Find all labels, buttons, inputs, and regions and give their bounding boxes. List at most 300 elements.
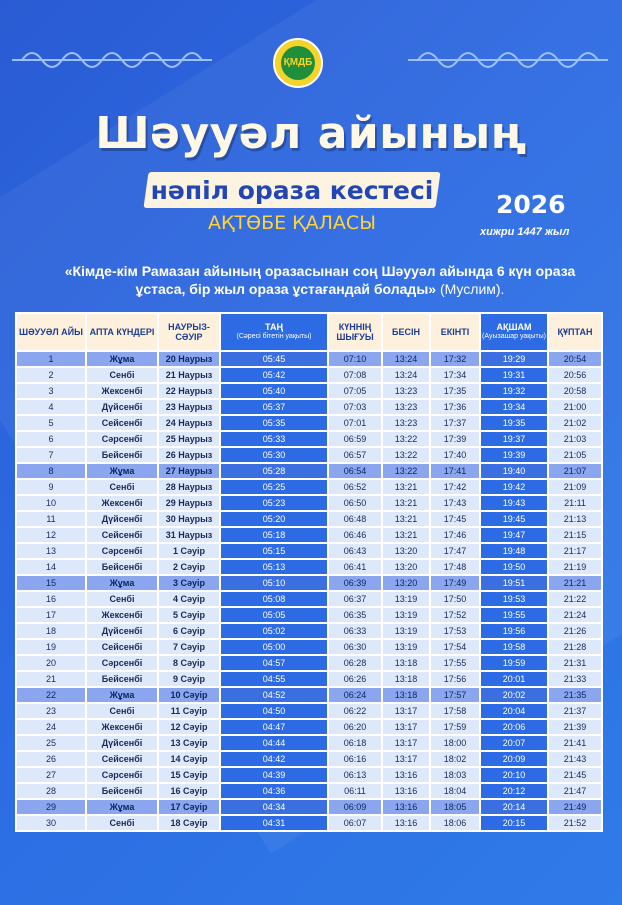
cell-day-number: 1 (17, 352, 85, 366)
cell-fajr: 05:20 (221, 512, 327, 526)
cell-sunrise: 06:43 (329, 544, 381, 558)
cell-sunrise: 07:03 (329, 400, 381, 414)
cell-maghrib: 20:10 (481, 768, 547, 782)
cell-fajr: 05:10 (221, 576, 327, 590)
cell-weekday: Дүйсенбі (87, 736, 157, 750)
cell-asr: 17:54 (431, 640, 479, 654)
cell-maghrib: 20:07 (481, 736, 547, 750)
cell-date: 29 Наурыз (159, 496, 219, 510)
cell-day-number: 28 (17, 784, 85, 798)
cell-date: 5 Сәуір (159, 608, 219, 622)
cell-isha: 21:47 (549, 784, 601, 798)
cell-fajr: 05:00 (221, 640, 327, 654)
cell-date: 10 Сәуір (159, 688, 219, 702)
cell-isha: 21:05 (549, 448, 601, 462)
cell-date: 28 Наурыз (159, 480, 219, 494)
cell-weekday: Бейсенбі (87, 560, 157, 574)
cell-maghrib: 20:14 (481, 800, 547, 814)
cell-dhuhr: 13:22 (383, 448, 429, 462)
col-asr: ЕКІНТІ (431, 314, 479, 350)
cell-weekday: Жұма (87, 352, 157, 366)
cell-date: 11 Сәуір (159, 704, 219, 718)
cell-weekday: Сенбі (87, 368, 157, 382)
cell-date: 23 Наурыз (159, 400, 219, 414)
cell-weekday: Сейсенбі (87, 640, 157, 654)
cell-isha: 21:15 (549, 528, 601, 542)
cell-isha: 21:26 (549, 624, 601, 638)
cell-weekday: Сейсенбі (87, 528, 157, 542)
cell-asr: 17:34 (431, 368, 479, 382)
cell-dhuhr: 13:21 (383, 528, 429, 542)
cell-maghrib: 19:32 (481, 384, 547, 398)
table-row (17, 432, 601, 446)
cell-isha: 21:49 (549, 800, 601, 814)
ornament-left (12, 44, 212, 76)
cell-sunrise: 07:10 (329, 352, 381, 366)
cell-isha: 21:03 (549, 432, 601, 446)
cell-asr: 18:02 (431, 752, 479, 766)
cell-isha: 21:17 (549, 544, 601, 558)
cell-isha: 21:35 (549, 688, 601, 702)
cell-date: 7 Сәуір (159, 640, 219, 654)
table-row (17, 800, 601, 814)
cell-fajr: 04:42 (221, 752, 327, 766)
cell-fajr: 04:36 (221, 784, 327, 798)
cell-day-number: 16 (17, 592, 85, 606)
cell-day-number: 6 (17, 432, 85, 446)
cell-fajr: 05:37 (221, 400, 327, 414)
cell-isha: 21:24 (549, 608, 601, 622)
table-row (17, 624, 601, 638)
cell-sunrise: 06:59 (329, 432, 381, 446)
cell-day-number: 3 (17, 384, 85, 398)
year-label: 2026 (496, 190, 566, 219)
cell-day-number: 4 (17, 400, 85, 414)
cell-weekday: Сейсенбі (87, 752, 157, 766)
hijri-label: хижри 1447 жыл (480, 226, 570, 238)
cell-asr: 17:55 (431, 656, 479, 670)
cell-dhuhr: 13:21 (383, 480, 429, 494)
cell-sunrise: 06:57 (329, 448, 381, 462)
cell-weekday: Бейсенбі (87, 784, 157, 798)
cell-fajr: 05:23 (221, 496, 327, 510)
table-row (17, 576, 601, 590)
cell-date: 18 Сәуір (159, 816, 219, 830)
cell-asr: 17:39 (431, 432, 479, 446)
cell-isha: 21:31 (549, 656, 601, 670)
cell-weekday: Сейсенбі (87, 416, 157, 430)
cell-day-number: 21 (17, 672, 85, 686)
table-row (17, 400, 601, 414)
cell-fajr: 04:31 (221, 816, 327, 830)
cell-isha: 20:56 (549, 368, 601, 382)
cell-fajr: 04:50 (221, 704, 327, 718)
cell-maghrib: 19:40 (481, 464, 547, 478)
cell-dhuhr: 13:23 (383, 384, 429, 398)
table-row (17, 512, 601, 526)
cell-dhuhr: 13:16 (383, 800, 429, 814)
cell-day-number: 30 (17, 816, 85, 830)
cell-sunrise: 06:48 (329, 512, 381, 526)
cell-fajr: 05:02 (221, 624, 327, 638)
cell-day-number: 9 (17, 480, 85, 494)
cell-isha: 21:52 (549, 816, 601, 830)
cell-dhuhr: 13:24 (383, 352, 429, 366)
cell-fajr: 05:28 (221, 464, 327, 478)
table-row (17, 592, 601, 606)
cell-date: 9 Сәуір (159, 672, 219, 686)
cell-isha: 21:37 (549, 704, 601, 718)
cell-maghrib: 19:43 (481, 496, 547, 510)
col-date: НАУРЫЗ- СӘУІР (159, 314, 219, 350)
cell-date: 12 Сәуір (159, 720, 219, 734)
cell-sunrise: 06:30 (329, 640, 381, 654)
table-row (17, 544, 601, 558)
cell-weekday: Бейсенбі (87, 672, 157, 686)
cell-maghrib: 19:29 (481, 352, 547, 366)
ornament-right (408, 44, 608, 76)
cell-weekday: Сәрсенбі (87, 656, 157, 670)
prayer-times-table (15, 312, 603, 832)
cell-fajr: 04:55 (221, 672, 327, 686)
cell-maghrib: 19:35 (481, 416, 547, 430)
cell-asr: 17:58 (431, 704, 479, 718)
col-maghrib-note: (Ауызашар уақыты) (482, 333, 546, 340)
cell-maghrib: 19:42 (481, 480, 547, 494)
cell-day-number: 10 (17, 496, 85, 510)
cell-dhuhr: 13:18 (383, 688, 429, 702)
cell-dhuhr: 13:17 (383, 704, 429, 718)
cell-day-number: 11 (17, 512, 85, 526)
cell-date: 16 Сәуір (159, 784, 219, 798)
cell-isha: 21:09 (549, 480, 601, 494)
cell-fajr: 05:13 (221, 560, 327, 574)
col-sunrise: КҮННІҢ ШЫҒУЫ (329, 314, 381, 350)
cell-asr: 17:46 (431, 528, 479, 542)
cell-sunrise: 06:50 (329, 496, 381, 510)
cell-dhuhr: 13:19 (383, 624, 429, 638)
table-row (17, 496, 601, 510)
table-row (17, 448, 601, 462)
cell-sunrise: 06:46 (329, 528, 381, 542)
cell-dhuhr: 13:22 (383, 432, 429, 446)
col-dhuhr: БЕСІН (383, 314, 429, 350)
cell-fajr: 05:42 (221, 368, 327, 382)
cell-dhuhr: 13:21 (383, 512, 429, 526)
city-label: АҚТӨБЕ ҚАЛАСЫ (208, 212, 376, 234)
col-fajr (221, 314, 327, 350)
cell-maghrib: 19:37 (481, 432, 547, 446)
cell-asr: 17:36 (431, 400, 479, 414)
cell-isha: 21:21 (549, 576, 601, 590)
cell-weekday: Жексенбі (87, 496, 157, 510)
cell-asr: 17:48 (431, 560, 479, 574)
cell-date: 31 Наурыз (159, 528, 219, 542)
cell-isha: 21:39 (549, 720, 601, 734)
cell-dhuhr: 13:17 (383, 752, 429, 766)
table-row (17, 816, 601, 830)
cell-asr: 17:42 (431, 480, 479, 494)
cell-isha: 21:41 (549, 736, 601, 750)
cell-date: 4 Сәуір (159, 592, 219, 606)
quote-text: «Кімде-кім Рамазан айының оразасынан соң Шәууәл айында 6 күн ораза ұстаса, бір жыл ораза ұстағандай болады» (64, 263, 576, 297)
cell-isha: 21:28 (549, 640, 601, 654)
cell-fajr: 04:57 (221, 656, 327, 670)
cell-day-number: 17 (17, 608, 85, 622)
cell-maghrib: 20:09 (481, 752, 547, 766)
cell-asr: 17:52 (431, 608, 479, 622)
cell-isha: 21:02 (549, 416, 601, 430)
cell-fajr: 05:08 (221, 592, 327, 606)
table-body (17, 352, 601, 830)
cell-maghrib: 20:15 (481, 816, 547, 830)
cell-dhuhr: 13:21 (383, 496, 429, 510)
cell-asr: 17:45 (431, 512, 479, 526)
cell-day-number: 27 (17, 768, 85, 782)
cell-weekday: Жексенбі (87, 384, 157, 398)
cell-weekday: Сәрсенбі (87, 432, 157, 446)
cell-sunrise: 06:16 (329, 752, 381, 766)
cell-sunrise: 06:20 (329, 720, 381, 734)
cell-date: 3 Сәуір (159, 576, 219, 590)
table-row (17, 640, 601, 654)
cell-sunrise: 06:24 (329, 688, 381, 702)
cell-dhuhr: 13:18 (383, 672, 429, 686)
col-isha: ҚҰПТАН (549, 314, 601, 350)
cell-weekday: Дүйсенбі (87, 512, 157, 526)
cell-sunrise: 06:11 (329, 784, 381, 798)
cell-weekday: Дүйсенбі (87, 400, 157, 414)
cell-day-number: 20 (17, 656, 85, 670)
cell-weekday: Сәрсенбі (87, 544, 157, 558)
cell-dhuhr: 13:18 (383, 656, 429, 670)
cell-day-number: 15 (17, 576, 85, 590)
cell-asr: 17:50 (431, 592, 479, 606)
logo (273, 38, 323, 88)
table-row (17, 464, 601, 478)
cell-dhuhr: 13:16 (383, 816, 429, 830)
cell-date: 22 Наурыз (159, 384, 219, 398)
cell-date: 24 Наурыз (159, 416, 219, 430)
cell-isha: 21:33 (549, 672, 601, 686)
cell-date: 2 Сәуір (159, 560, 219, 574)
cell-maghrib: 20:06 (481, 720, 547, 734)
cell-fajr: 05:25 (221, 480, 327, 494)
cell-sunrise: 06:37 (329, 592, 381, 606)
cell-date: 1 Сәуір (159, 544, 219, 558)
cell-sunrise: 06:26 (329, 672, 381, 686)
subtitle: нәпіл ораза кестесі (150, 176, 434, 205)
cell-fajr: 05:40 (221, 384, 327, 398)
table-row (17, 768, 601, 782)
cell-fajr: 05:15 (221, 544, 327, 558)
col-weekday: АПТА КҮНДЕРІ (87, 314, 157, 350)
cell-maghrib: 19:51 (481, 576, 547, 590)
table-row (17, 736, 601, 750)
table-row (17, 672, 601, 686)
cell-fajr: 04:47 (221, 720, 327, 734)
cell-weekday: Жұма (87, 576, 157, 590)
cell-dhuhr: 13:23 (383, 400, 429, 414)
cell-day-number: 12 (17, 528, 85, 542)
cell-sunrise: 07:05 (329, 384, 381, 398)
cell-maghrib: 19:31 (481, 368, 547, 382)
cell-isha: 21:00 (549, 400, 601, 414)
cell-asr: 18:05 (431, 800, 479, 814)
table-row (17, 480, 601, 494)
cell-asr: 18:04 (431, 784, 479, 798)
cell-weekday: Жұма (87, 688, 157, 702)
cell-date: 6 Сәуір (159, 624, 219, 638)
cell-maghrib: 20:01 (481, 672, 547, 686)
cell-asr: 18:03 (431, 768, 479, 782)
table-row (17, 608, 601, 622)
cell-date: 8 Сәуір (159, 656, 219, 670)
cell-day-number: 13 (17, 544, 85, 558)
cell-fajr: 05:05 (221, 608, 327, 622)
table-row (17, 416, 601, 430)
cell-isha: 21:07 (549, 464, 601, 478)
cell-date: 30 Наурыз (159, 512, 219, 526)
cell-sunrise: 06:33 (329, 624, 381, 638)
cell-sunrise: 06:28 (329, 656, 381, 670)
cell-maghrib: 19:39 (481, 448, 547, 462)
table-row (17, 720, 601, 734)
cell-maghrib: 20:02 (481, 688, 547, 702)
hadith-quote (40, 262, 600, 298)
cell-asr: 17:49 (431, 576, 479, 590)
table-row (17, 752, 601, 766)
cell-sunrise: 06:18 (329, 736, 381, 750)
cell-dhuhr: 13:22 (383, 464, 429, 478)
table-row (17, 368, 601, 382)
cell-sunrise: 06:52 (329, 480, 381, 494)
table-row (17, 784, 601, 798)
cell-dhuhr: 13:17 (383, 736, 429, 750)
cell-sunrise: 06:39 (329, 576, 381, 590)
cell-sunrise: 06:41 (329, 560, 381, 574)
cell-weekday: Сенбі (87, 816, 157, 830)
cell-asr: 17:37 (431, 416, 479, 430)
cell-date: 20 Наурыз (159, 352, 219, 366)
cell-isha: 21:22 (549, 592, 601, 606)
cell-dhuhr: 13:19 (383, 608, 429, 622)
table-row (17, 656, 601, 670)
cell-weekday: Сәрсенбі (87, 768, 157, 782)
cell-day-number: 5 (17, 416, 85, 430)
table-header-row (17, 314, 601, 350)
cell-sunrise: 06:54 (329, 464, 381, 478)
cell-weekday: Жұма (87, 464, 157, 478)
cell-maghrib: 19:53 (481, 592, 547, 606)
cell-fajr: 04:52 (221, 688, 327, 702)
cell-sunrise: 06:13 (329, 768, 381, 782)
table-row (17, 560, 601, 574)
cell-day-number: 7 (17, 448, 85, 462)
cell-date: 15 Сәуір (159, 768, 219, 782)
cell-weekday: Жұма (87, 800, 157, 814)
cell-weekday: Бейсенбі (87, 448, 157, 462)
table-row (17, 352, 601, 366)
cell-fajr: 05:33 (221, 432, 327, 446)
page-title: Шәууәл айының (95, 108, 527, 159)
cell-asr: 17:59 (431, 720, 479, 734)
cell-date: 27 Наурыз (159, 464, 219, 478)
cell-maghrib: 20:12 (481, 784, 547, 798)
cell-asr: 17:47 (431, 544, 479, 558)
cell-fajr: 05:35 (221, 416, 327, 430)
cell-asr: 17:41 (431, 464, 479, 478)
cell-asr: 18:00 (431, 736, 479, 750)
cell-day-number: 29 (17, 800, 85, 814)
cell-sunrise: 06:35 (329, 608, 381, 622)
cell-asr: 18:06 (431, 816, 479, 830)
col-fajr-label: ТАҢ (265, 322, 283, 332)
cell-isha: 21:13 (549, 512, 601, 526)
cell-maghrib: 19:34 (481, 400, 547, 414)
cell-weekday: Жексенбі (87, 720, 157, 734)
cell-day-number: 2 (17, 368, 85, 382)
cell-weekday: Сенбі (87, 704, 157, 718)
col-maghrib (481, 314, 547, 350)
cell-fajr: 04:44 (221, 736, 327, 750)
cell-day-number: 24 (17, 720, 85, 734)
cell-fajr: 05:45 (221, 352, 327, 366)
cell-dhuhr: 13:16 (383, 784, 429, 798)
cell-sunrise: 07:08 (329, 368, 381, 382)
cell-maghrib: 19:50 (481, 560, 547, 574)
cell-weekday: Сенбі (87, 592, 157, 606)
cell-date: 25 Наурыз (159, 432, 219, 446)
cell-maghrib: 19:47 (481, 528, 547, 542)
cell-maghrib: 19:56 (481, 624, 547, 638)
cell-maghrib: 20:04 (481, 704, 547, 718)
cell-day-number: 8 (17, 464, 85, 478)
cell-isha: 20:58 (549, 384, 601, 398)
cell-isha: 21:45 (549, 768, 601, 782)
cell-fajr: 04:39 (221, 768, 327, 782)
cell-maghrib: 19:59 (481, 656, 547, 670)
cell-fajr: 05:30 (221, 448, 327, 462)
cell-day-number: 25 (17, 736, 85, 750)
cell-asr: 17:32 (431, 352, 479, 366)
cell-sunrise: 06:09 (329, 800, 381, 814)
table-row (17, 704, 601, 718)
cell-fajr: 05:18 (221, 528, 327, 542)
cell-dhuhr: 13:16 (383, 768, 429, 782)
cell-date: 14 Сәуір (159, 752, 219, 766)
cell-weekday: Сенбі (87, 480, 157, 494)
cell-isha: 21:11 (549, 496, 601, 510)
col-maghrib-label: АҚШАМ (496, 322, 532, 332)
cell-day-number: 19 (17, 640, 85, 654)
cell-sunrise: 06:22 (329, 704, 381, 718)
cell-date: 26 Наурыз (159, 448, 219, 462)
cell-asr: 17:56 (431, 672, 479, 686)
cell-dhuhr: 13:20 (383, 560, 429, 574)
cell-date: 13 Сәуір (159, 736, 219, 750)
quote-source: (Муслим). (436, 281, 505, 297)
cell-maghrib: 19:45 (481, 512, 547, 526)
cell-isha: 21:19 (549, 560, 601, 574)
cell-maghrib: 19:55 (481, 608, 547, 622)
cell-fajr: 04:34 (221, 800, 327, 814)
table-row (17, 384, 601, 398)
cell-dhuhr: 13:20 (383, 576, 429, 590)
cell-asr: 17:40 (431, 448, 479, 462)
cell-day-number: 23 (17, 704, 85, 718)
cell-sunrise: 06:07 (329, 816, 381, 830)
